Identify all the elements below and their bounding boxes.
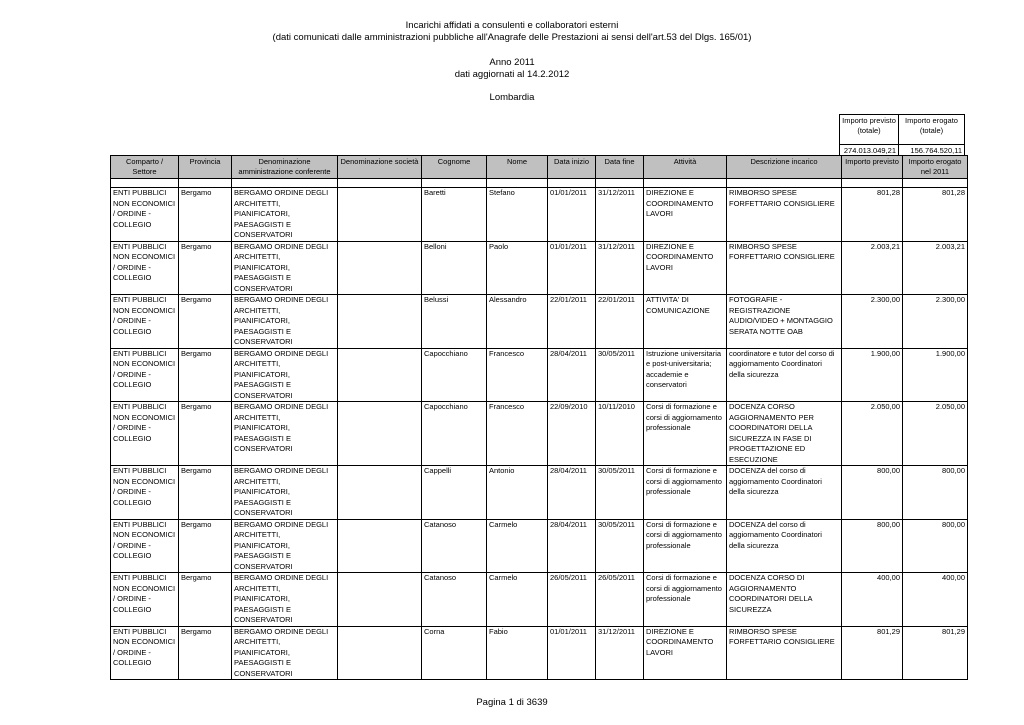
cell-importo-erogato: 1.900,00: [903, 348, 968, 402]
cell-provincia: Bergamo: [179, 573, 232, 627]
cell-importo-previsto: 801,29: [842, 626, 903, 680]
cell-data-fine: 31/12/2011: [596, 241, 644, 295]
col-header-descrizione: Descrizione incarico: [727, 156, 842, 179]
cell-denominazione: BERGAMO ORDINE DEGLI ARCHITETTI, PIANIFICATORI, PAESAGGISTI E CONSERVATORI: [232, 519, 338, 573]
cell-comparto: ENTI PUBBLICI NON ECONOMICI / ORDINE - COLLEGIO: [111, 295, 179, 349]
cell-importo-erogato: 800,00: [903, 519, 968, 573]
cell-data-inizio: 22/01/2011: [548, 295, 596, 349]
cell-importo-previsto: 2.300,00: [842, 295, 903, 349]
cell-nome: Alessandro: [487, 295, 548, 349]
cell-provincia: Bergamo: [179, 466, 232, 520]
cell-provincia: Bergamo: [179, 348, 232, 402]
report-title: Incarichi affidati a consulenti e collaboratori esterni: [405, 20, 619, 31]
cell-cognome: Capocchiano: [422, 402, 487, 466]
col-header-data-fine: Data fine: [596, 156, 644, 179]
cell-importo-erogato: 800,00: [903, 466, 968, 520]
cell-attivita: ATTIVITA' DI COMUNICAZIONE: [644, 295, 727, 349]
cell-comparto: ENTI PUBBLICI NON ECONOMICI / ORDINE - COLLEGIO: [111, 348, 179, 402]
cell-data-inizio: 22/09/2010: [548, 402, 596, 466]
report-updated: dati aggiornati al 14.2.2012: [454, 69, 570, 80]
table-row: [111, 348, 968, 402]
cell-denominazione: BERGAMO ORDINE DEGLI ARCHITETTI, PIANIFICATORI, PAESAGGISTI E CONSERVATORI: [232, 241, 338, 295]
table-body: [111, 179, 968, 680]
col-header-data-inizio: Data inizio: [548, 156, 596, 179]
table-row: [111, 573, 968, 627]
col-header-comparto: Comparto / Settore: [111, 156, 179, 179]
cell-provincia: Bergamo: [179, 626, 232, 680]
cell-provincia: Bergamo: [179, 295, 232, 349]
cell-cognome: Baretti: [422, 188, 487, 242]
cell-nome: Paolo: [487, 241, 548, 295]
cell-nome: Francesco: [487, 402, 548, 466]
cell-cognome: Catanoso: [422, 519, 487, 573]
col-header-denominazione: Denominazione amministrazione conferente: [232, 156, 338, 179]
cell-societa: [338, 402, 422, 466]
cell-cognome: Catanoso: [422, 573, 487, 627]
cell-data-fine: 31/12/2011: [596, 626, 644, 680]
cell-importo-previsto: 800,00: [842, 519, 903, 573]
cell-denominazione: BERGAMO ORDINE DEGLI ARCHITETTI, PIANIFICATORI, PAESAGGISTI E CONSERVATORI: [232, 295, 338, 349]
page-number: Pagina 1 di 3639: [476, 697, 548, 708]
cell-data-fine: 30/05/2011: [596, 519, 644, 573]
cell-provincia: Bergamo: [179, 241, 232, 295]
cell-societa: [338, 188, 422, 242]
cell-descrizione: FOTOGRAFIE - REGISTRAZIONE AUDIO/VIDEO + MONTAGGIO SERATA NOTTE OAB: [727, 295, 842, 349]
totals-importo-erogato-label: Importo erogato (totale): [899, 115, 965, 145]
cell-importo-erogato: 400,00: [903, 573, 968, 627]
cell-attivita: Corsi di formazione e corsi di aggiornamento professionale: [644, 402, 727, 466]
cell-attivita: Istruzione universitaria e post-universitaria; accademie e conservatori: [644, 348, 727, 402]
cell-attivita: DIREZIONE E COORDINAMENTO LAVORI: [644, 241, 727, 295]
table-row: [111, 626, 968, 680]
col-header-attivita: Attività: [644, 156, 727, 179]
cell-descrizione: DOCENZA CORSO DI AGGIORNAMENTO COORDINATORI DELLA SICUREZZA: [727, 573, 842, 627]
cell-societa: [338, 573, 422, 627]
col-header-importo-erogato: Importo erogato nel 2011: [903, 156, 968, 179]
cell-importo-previsto: 400,00: [842, 573, 903, 627]
report-subtitle: (dati comunicati dalle amministrazioni pubbliche all'Anagrafe delle Prestazioni ai sensi dell'art.53 del Dlgs. 165/01): [272, 32, 752, 43]
cell-attivita: Corsi di formazione e corsi di aggiornamento professionale: [644, 519, 727, 573]
cell-denominazione: BERGAMO ORDINE DEGLI ARCHITETTI, PIANIFICATORI, PAESAGGISTI E CONSERVATORI: [232, 573, 338, 627]
cell-comparto: ENTI PUBBLICI NON ECONOMICI / ORDINE - COLLEGIO: [111, 188, 179, 242]
col-header-societa: Denominazione società: [338, 156, 422, 179]
cell-importo-previsto: 2.050,00: [842, 402, 903, 466]
cell-nome: Francesco: [487, 348, 548, 402]
cell-importo-previsto: 1.900,00: [842, 348, 903, 402]
cell-data-inizio: 26/05/2011: [548, 573, 596, 627]
table-row: [111, 402, 968, 466]
cell-data-inizio: 01/01/2011: [548, 188, 596, 242]
cell-comparto: ENTI PUBBLICI NON ECONOMICI / ORDINE - COLLEGIO: [111, 241, 179, 295]
cell-comparto: ENTI PUBBLICI NON ECONOMICI / ORDINE - COLLEGIO: [111, 626, 179, 680]
totals-table: [839, 114, 965, 158]
cell-nome: Antonio: [487, 466, 548, 520]
cell-cognome: Belloni: [422, 241, 487, 295]
cell-cognome: Capocchiano: [422, 348, 487, 402]
cell-descrizione: DOCENZA del corso di aggiornamento Coordinatori della sicurezza: [727, 519, 842, 573]
cell-societa: [338, 466, 422, 520]
totals-importo-previsto-label: Importo previsto (totale): [840, 115, 899, 145]
cell-societa: [338, 519, 422, 573]
cell-societa: [338, 626, 422, 680]
cell-data-fine: 31/12/2011: [596, 188, 644, 242]
cell-denominazione: BERGAMO ORDINE DEGLI ARCHITETTI, PIANIFICATORI, PAESAGGISTI E CONSERVATORI: [232, 348, 338, 402]
cell-importo-erogato: 2.050,00: [903, 402, 968, 466]
cell-provincia: Bergamo: [179, 402, 232, 466]
cell-data-inizio: 28/04/2011: [548, 466, 596, 520]
cell-importo-erogato: 801,28: [903, 188, 968, 242]
cell-data-inizio: 28/04/2011: [548, 348, 596, 402]
cell-data-inizio: 28/04/2011: [548, 519, 596, 573]
cell-importo-erogato: 2.300,00: [903, 295, 968, 349]
table-row: [111, 188, 968, 242]
table-row: [111, 519, 968, 573]
cell-data-fine: 10/11/2010: [596, 402, 644, 466]
col-header-importo-previsto: Importo previsto: [842, 156, 903, 179]
cell-nome: Stefano: [487, 188, 548, 242]
cell-data-fine: 22/01/2011: [596, 295, 644, 349]
cell-attivita: DIREZIONE E COORDINAMENTO LAVORI: [644, 626, 727, 680]
cell-importo-previsto: 800,00: [842, 466, 903, 520]
cell-denominazione: BERGAMO ORDINE DEGLI ARCHITETTI, PIANIFICATORI, PAESAGGISTI E CONSERVATORI: [232, 466, 338, 520]
cell-provincia: Bergamo: [179, 519, 232, 573]
cell-importo-previsto: 2.003,21: [842, 241, 903, 295]
cell-comparto: ENTI PUBBLICI NON ECONOMICI / ORDINE - COLLEGIO: [111, 519, 179, 573]
totals-importo-erogato-value: 156.764.520,11: [899, 145, 965, 158]
table-row: [111, 466, 968, 520]
incarichi-table: [110, 155, 968, 680]
cell-nome: Carmelo: [487, 519, 548, 573]
cell-data-inizio: 01/01/2011: [548, 241, 596, 295]
cell-descrizione: RIMBORSO SPESE FORFETTARIO CONSIGLIERE: [727, 241, 842, 295]
report-year: Anno 2011: [489, 57, 535, 68]
cell-societa: [338, 348, 422, 402]
cell-descrizione: DOCENZA del corso di aggiornamento Coordinatori della sicurezza: [727, 466, 842, 520]
cell-importo-previsto: 801,28: [842, 188, 903, 242]
cell-descrizione: DOCENZA CORSO AGGIORNAMENTO PER COORDINATORI DELLA SICUREZZA IN FASE DI PROGETTAZIONE ED ESECUZIONE: [727, 402, 842, 466]
cell-societa: [338, 295, 422, 349]
cell-cognome: Belussi: [422, 295, 487, 349]
cell-descrizione: coordinatore e tutor del corso di aggiornamento Coordinatori della sicurezza: [727, 348, 842, 402]
header-spacer-row: [111, 179, 968, 188]
cell-attivita: DIREZIONE E COORDINAMENTO LAVORI: [644, 188, 727, 242]
cell-importo-erogato: 801,29: [903, 626, 968, 680]
col-header-nome: Nome: [487, 156, 548, 179]
cell-data-fine: 30/05/2011: [596, 348, 644, 402]
cell-comparto: ENTI PUBBLICI NON ECONOMICI / ORDINE - COLLEGIO: [111, 466, 179, 520]
cell-denominazione: BERGAMO ORDINE DEGLI ARCHITETTI, PIANIFICATORI, PAESAGGISTI E CONSERVATORI: [232, 626, 338, 680]
cell-importo-erogato: 2.003,21: [903, 241, 968, 295]
table-header-row: [111, 156, 968, 179]
cell-nome: Carmelo: [487, 573, 548, 627]
cell-attivita: Corsi di formazione e corsi di aggiornamento professionale: [644, 466, 727, 520]
cell-cognome: Cappelli: [422, 466, 487, 520]
cell-denominazione: BERGAMO ORDINE DEGLI ARCHITETTI, PIANIFICATORI, PAESAGGISTI E CONSERVATORI: [232, 188, 338, 242]
report-region: Lombardia: [489, 92, 535, 103]
cell-descrizione: RIMBORSO SPESE FORFETTARIO CONSIGLIERE: [727, 626, 842, 680]
cell-comparto: ENTI PUBBLICI NON ECONOMICI / ORDINE - COLLEGIO: [111, 402, 179, 466]
cell-provincia: Bergamo: [179, 188, 232, 242]
cell-attivita: Corsi di formazione e corsi di aggiornamento professionale: [644, 573, 727, 627]
col-header-cognome: Cognome: [422, 156, 487, 179]
table-row: [111, 241, 968, 295]
cell-descrizione: RIMBORSO SPESE FORFETTARIO CONSIGLIERE: [727, 188, 842, 242]
cell-nome: Fabio: [487, 626, 548, 680]
cell-denominazione: BERGAMO ORDINE DEGLI ARCHITETTI, PIANIFICATORI, PAESAGGISTI E CONSERVATORI: [232, 402, 338, 466]
table-row: [111, 295, 968, 349]
cell-data-fine: 26/05/2011: [596, 573, 644, 627]
cell-cognome: Corna: [422, 626, 487, 680]
cell-data-fine: 30/05/2011: [596, 466, 644, 520]
totals-importo-previsto-value: 274.013.049,21: [840, 145, 899, 158]
col-header-provincia: Provincia: [179, 156, 232, 179]
cell-comparto: ENTI PUBBLICI NON ECONOMICI / ORDINE - COLLEGIO: [111, 573, 179, 627]
cell-data-inizio: 01/01/2011: [548, 626, 596, 680]
cell-societa: [338, 241, 422, 295]
